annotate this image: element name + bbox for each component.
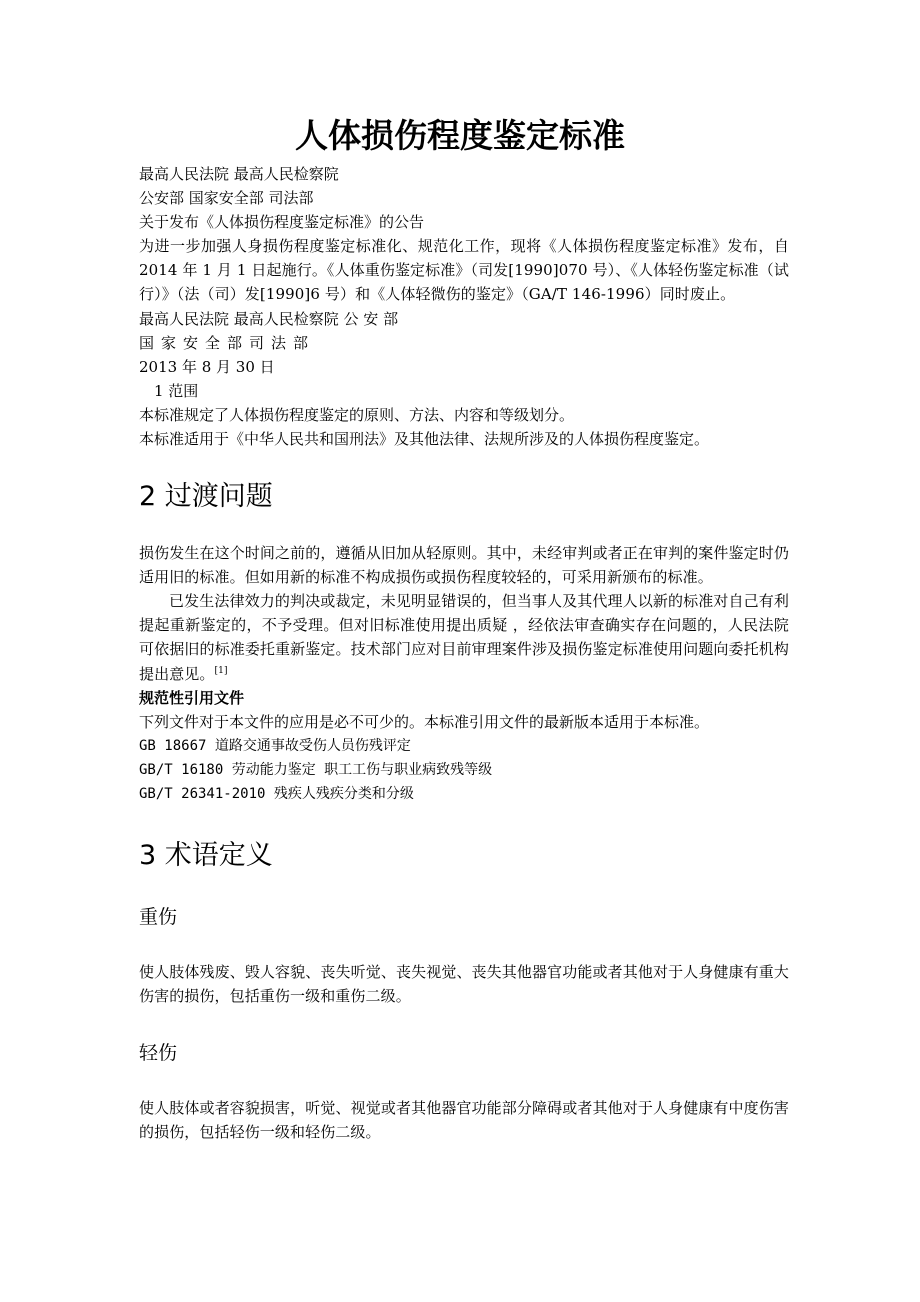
announcement-title: 关于发布《人体损伤程度鉴定标准》的公告 [139, 213, 425, 231]
footnote-reference[interactable]: [1] [214, 665, 228, 676]
reference-item: GB/T 26341-2010 残疾人残疾分类和分级 [139, 785, 414, 802]
section-2-heading: 2 过渡问题 [139, 480, 273, 512]
announcement-text: 为进一步加强人身损伤程度鉴定标准化、规范化工作，现将《人体损伤程度鉴定标准》发布，自 2014 年 1 月 1 日起施行。《人体重伤鉴定标准》（司发[1990]070 号）、《人体轻伤鉴定标准（试行）》（法（司）发[1990]6 号）和《人体轻微伤的鉴定》（GA/T 146-1996）同时废止。 [139, 237, 789, 304]
issuer-line-1: 最高人民法院 最高人民检察院 [139, 165, 339, 183]
reference-item: GB/T 16180 劳动能力鉴定 职工工伤与职业病致残等级 [139, 761, 493, 778]
normative-references-intro: 下列文件对于本文件的应用是必不可少的。本标准引用文件的最新版本适用于本标准。 [139, 712, 710, 731]
issuer-line-2: 公安部 国家安全部 司法部 [139, 189, 314, 207]
term-definition-serious-injury: 使人肢体残废、毁人容貌、丧失听觉、丧失视觉、丧失其他器官功能或者其他对于人身健康有重大伤害的损伤，包括重伤一级和重伤二级。 [139, 962, 789, 1006]
section-1-heading: 1 范围 [154, 381, 199, 400]
document-page [139, 110, 789, 1145]
reference-item: GB 18667 道路交通事故受伤人员伤残评定 [139, 737, 411, 754]
section-1-paragraph-2: 本标准适用于《中华人民共和国刑法》及其他法律、法规所涉及的人体损伤程度鉴定。 [139, 429, 710, 448]
section-2-paragraph-1: 损伤发生在这个时间之前的，遵循从旧加从轻原则。其中，未经审判或者正在审判的案件鉴定时仍适用旧的标准。但如用新的标准不构成损伤或损伤程度较轻的，可采用新颁布的标准。 [139, 543, 789, 586]
term-heading-minor-injury: 轻伤 [139, 1042, 178, 1065]
issue-date: 2013 年 8 月 30 日 [139, 357, 275, 376]
signatories-line-2: 国家安全部司法部 [139, 333, 316, 352]
section-3-heading: 3 术语定义 [139, 839, 273, 871]
section-1-paragraph-1: 本标准规定了人体损伤程度鉴定的原则、方法、内容和等级划分。 [139, 405, 575, 424]
term-heading-serious-injury: 重伤 [139, 905, 178, 928]
term-definition-minor-injury: 使人肢体或者容貌损害，听觉、视觉或者其他器官功能部分障碍或者其他对于人身健康有中度伤害的损伤，包括轻伤一级和轻伤二级。 [139, 1099, 789, 1142]
section-2-paragraph-2-text: 已发生法律效力的判决或裁定，未见明显错误的，但当事人及其代理人以新的标准对自己有利提起重新鉴定的，不予受理。但对旧标准使用提出质疑 ，经依法审查确实存在问题的，人民法院可依据旧的标准委托重新鉴定。技术部门应对目前审理案件涉及损伤鉴定标准使用问题向委托机构提出意见。 [139, 592, 789, 683]
signatories-line-1: 最高人民法院 最高人民检察院 公 安 部 [139, 309, 399, 328]
normative-references-label: 规范性引用文件 [139, 688, 245, 707]
section-2-paragraph-2 [139, 589, 789, 686]
document-title: 人体损伤程度鉴定标准 [295, 116, 625, 155]
